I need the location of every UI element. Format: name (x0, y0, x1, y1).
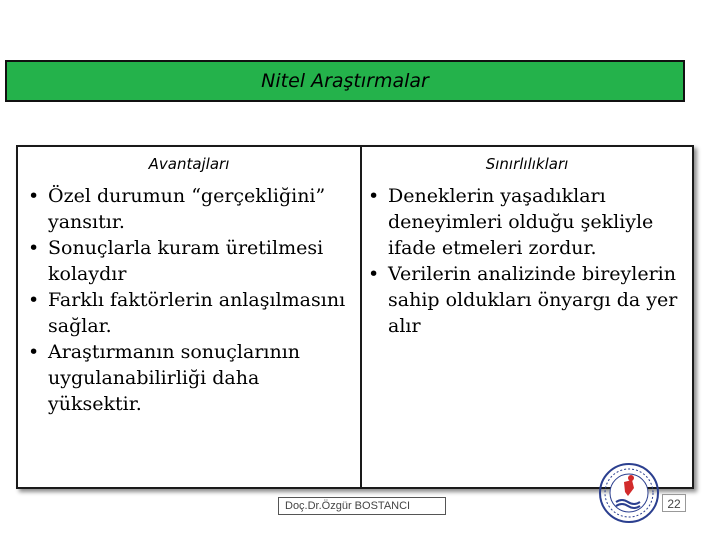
limitations-header: Sınırlılıkları (485, 155, 569, 173)
list-item: • Verilerin analizinde bireylerin sahip oldukları önyargı da yer alır (364, 261, 694, 339)
advantages-header: Avantajları (148, 155, 230, 173)
university-seal-icon (598, 462, 660, 524)
slide-title: Nitel Araştırmalar (261, 70, 429, 92)
list-item: • Deneklerin yaşadıkları deneyimleri olduğu şekliyle ifade etmeleri zordur. (364, 183, 694, 261)
limitations-list (364, 183, 694, 339)
footer-author: Doç.Dr.Özgür BOSTANCI (278, 497, 446, 515)
list-item: • Farklı faktörlerin anlaşılmasını sağlar. (24, 287, 354, 339)
title-bar (5, 60, 685, 102)
advantages-list (24, 183, 354, 417)
advantages-column (18, 147, 362, 487)
list-item: • Araştırmanın sonuçlarının uygulanabilirliği daha yüksektir. (24, 339, 354, 417)
limitations-column (362, 147, 692, 487)
page-number: 22 (662, 494, 686, 512)
list-item: • Özel durumun “gerçekliğini” yansıtır. (24, 183, 354, 235)
list-item: • Sonuçlarla kuram üretilmesi kolaydır (24, 235, 354, 287)
comparison-table (16, 145, 694, 489)
